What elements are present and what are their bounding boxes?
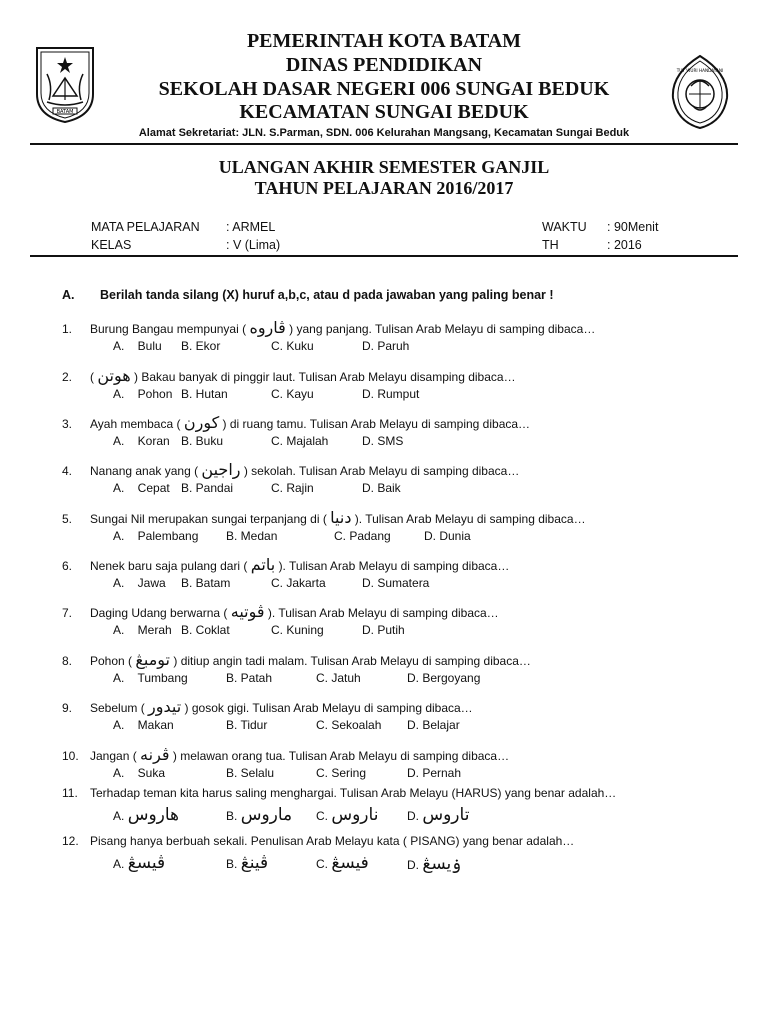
class-label: KELAS (91, 238, 132, 252)
question-3 (62, 413, 530, 432)
question-4 (62, 460, 519, 479)
option-b[interactable]: B. Ekor (181, 339, 221, 353)
option-b[interactable]: B. Medan (226, 529, 278, 543)
question-number: 1. (62, 322, 73, 336)
option-letter: C. (316, 857, 328, 871)
option-c[interactable]: C. Kuning (271, 623, 324, 637)
option-c[interactable] (316, 853, 369, 873)
meta-divider (30, 255, 738, 257)
class-value: : V (Lima) (226, 238, 281, 252)
option-letter: A. (113, 857, 125, 871)
option-a[interactable] (113, 805, 179, 825)
option-c[interactable]: C. Padang (334, 529, 391, 543)
option-b[interactable] (226, 805, 292, 825)
exam-title: ULANGAN AKHIR SEMESTER GANJIL (218, 157, 550, 177)
question-number: 12. (62, 834, 79, 848)
question-number: 11. (62, 786, 78, 800)
batam-coat-of-arms-logo (33, 44, 97, 124)
option-b[interactable]: B. Pandai (181, 481, 234, 495)
option-c[interactable]: C. Majalah (271, 434, 329, 448)
option-d[interactable]: D. Rumput (362, 387, 420, 401)
question-text-after: ). Tulisan Arab Melayu di samping dibaca… (354, 512, 586, 526)
header-line-department: DINAS PENDIDIKAN (285, 54, 483, 76)
option-a[interactable]: A. Jawa (113, 576, 166, 590)
option-a[interactable]: A. Tumbang (113, 671, 188, 685)
option-c[interactable]: C. Sering (316, 766, 367, 780)
svg-text:TUT WURI HANDAYANI: TUT WURI HANDAYANI (676, 68, 724, 73)
option-arabic-text: ڤيسڠ (127, 853, 166, 873)
section-instruction (62, 288, 554, 302)
question-text-after: ) melawan orang tua. Tulisan Arab Melayu di samping dibaca… (172, 749, 510, 763)
year-value: : 2016 (607, 238, 642, 252)
option-a[interactable]: A. Palembang (113, 529, 199, 543)
header-line-district: KECAMATAN SUNGAI BEDUK (239, 101, 529, 123)
svg-text:BATAM: BATAM (56, 109, 74, 115)
question-text-after: ). Tulisan Arab Melayu di samping dibaca… (278, 559, 510, 573)
year-label: TH (542, 238, 559, 252)
option-d[interactable]: D. Bergoyang (407, 671, 481, 685)
question-text: Pisang hanya berbuah sekali. Penulisan Arab Melayu kata ( PISANG) yang benar adalah… (90, 834, 575, 848)
question-text: Terhadap teman kita harus saling menghargai. Tulisan Arab Melayu (HARUS) yang benar adalah… (90, 786, 617, 800)
option-letter: D. (407, 809, 419, 823)
option-c[interactable]: C. Sekoalah (316, 718, 382, 732)
option-d[interactable]: D. Putih (362, 623, 405, 637)
question-arabic-word: ڤاروه (249, 318, 286, 337)
question-arabic-word: دنيا (330, 508, 352, 527)
question-text-before: Pohon ( (90, 654, 133, 668)
question-text-before: Nenek baru saja pulang dari ( (90, 559, 248, 573)
question-text-before: Jangan ( (90, 749, 137, 763)
option-arabic-text: ڤينڠ (240, 853, 269, 873)
question-text-after: ) Bakau banyak di pinggir laut. Tulisan Arab Melayu disamping dibaca… (134, 370, 516, 384)
question-number: 5. (62, 512, 73, 526)
option-a[interactable]: A. Pohon (113, 387, 173, 401)
option-c[interactable]: C. Rajin (271, 481, 314, 495)
time-value: : 90Menit (607, 220, 659, 234)
option-arabic-text: ۏيسڠ (422, 854, 462, 874)
question-2 (62, 366, 516, 385)
option-d[interactable]: D. Baik (362, 481, 401, 495)
option-b[interactable]: B. Coklat (181, 623, 230, 637)
option-d[interactable]: D. Paruh (362, 339, 410, 353)
question-arabic-word: ڤرنه (140, 745, 170, 764)
option-b[interactable]: B. Tidur (226, 718, 268, 732)
question-text-before: Nanang anak yang ( (90, 464, 199, 478)
question-text-before: ( (90, 370, 94, 384)
question-arabic-word: ڤوتيه (230, 602, 265, 621)
question-9 (62, 697, 473, 716)
question-arabic-word: كورن (183, 413, 220, 432)
question-6 (62, 555, 509, 574)
option-a[interactable]: A. Merah (113, 623, 172, 637)
question-arabic-word: تيدور (148, 697, 182, 716)
option-b[interactable]: B. Hutan (181, 387, 228, 401)
question-text-after: ) yang panjang. Tulisan Arab Melayu di samping dibaca… (289, 322, 596, 336)
header-address: Alamat Sekretariat: JLN. S.Parman, SDN. 006 Kelurahan Mangsang, Kecamatan Sungai Beduk (138, 127, 630, 139)
option-arabic-text: هاروس (127, 805, 180, 825)
option-b[interactable]: B. Selalu (226, 766, 275, 780)
subject-label: MATA PELAJARAN (91, 220, 200, 234)
question-text-after: ) sekolah. Tulisan Arab Melayu di samping dibaca… (243, 464, 520, 478)
option-b[interactable]: B. Buku (181, 434, 224, 448)
option-d[interactable]: D. SMS (362, 434, 404, 448)
question-arabic-word: هوتن (97, 366, 131, 385)
option-letter: C. (316, 809, 328, 823)
option-c[interactable]: C. Jatuh (316, 671, 361, 685)
option-letter: D. (407, 858, 419, 872)
section-instruction-text: Berilah tanda silang (X) huruf a,b,c, atau d pada jawaban yang paling benar ! (100, 288, 554, 302)
option-c[interactable]: C. Kayu (271, 387, 314, 401)
question-number: 6. (62, 559, 73, 573)
question-arabic-word: راجين (201, 460, 241, 479)
subject-value: : ARMEL (226, 220, 276, 234)
question-5 (62, 508, 586, 527)
question-arabic-word: تومبڠ (135, 650, 171, 669)
option-c[interactable]: C. Jakarta (271, 576, 326, 590)
question-text-before: Sebelum ( (90, 701, 145, 715)
question-text-after: ) di ruang tamu. Tulisan Arab Melayu di samping dibaca… (222, 417, 531, 431)
option-d[interactable] (407, 805, 469, 825)
header-line-government: PEMERINTAH KOTA BATAM (246, 30, 522, 52)
question-text-before: Burung Bangau mempunyai ( (90, 322, 247, 336)
question-arabic-word: باتم (250, 555, 276, 574)
option-arabic-text: تاروس (422, 805, 470, 825)
question-text-before: Ayah membaca ( (90, 417, 181, 431)
option-c[interactable] (316, 805, 378, 825)
tut-wuri-handayani-logo (667, 54, 733, 130)
question-text-after: ) ditiup angin tadi malam. Tulisan Arab Melayu di samping dibaca… (173, 654, 531, 668)
question-text-before: Daging Udang berwarna ( (90, 606, 228, 620)
question-number: 7. (62, 606, 73, 620)
question-text-after: ) gosok gigi. Tulisan Arab Melayu di samping dibaca… (184, 701, 473, 715)
option-b[interactable] (226, 853, 268, 873)
option-arabic-text: فيسڠ (331, 853, 369, 873)
option-a[interactable] (113, 853, 165, 873)
option-a[interactable]: A. Suka (113, 766, 166, 780)
option-d[interactable] (407, 853, 461, 874)
question-10 (62, 745, 509, 764)
option-a[interactable]: A. Bulu (113, 339, 162, 353)
option-a[interactable]: A. Cepat (113, 481, 170, 495)
question-text-after: ). Tulisan Arab Melayu di samping dibaca… (267, 606, 499, 620)
question-7 (62, 602, 499, 621)
question-number: 9. (62, 701, 73, 715)
question-text-before: Sungai Nil merupakan sungai terpanjang di ( (90, 512, 327, 526)
option-arabic-text: ماروس (240, 805, 293, 825)
option-letter: B. (226, 809, 238, 823)
question-number: 2. (62, 370, 73, 384)
question-11 (62, 786, 616, 800)
question-number: 3. (62, 417, 73, 431)
option-b[interactable]: B. Patah (226, 671, 273, 685)
header-line-school: SEKOLAH DASAR NEGERI 006 SUNGAI BEDUK (158, 78, 610, 100)
time-label: WAKTU (542, 220, 587, 234)
header-divider-thick (30, 143, 738, 145)
option-arabic-text: ناروس (331, 805, 379, 825)
question-number: 10. (62, 749, 79, 763)
option-d[interactable]: D. Pernah (407, 766, 462, 780)
option-d[interactable]: D. Dunia (424, 529, 471, 543)
question-12 (62, 834, 574, 848)
exam-year: TAHUN PELAJARAN 2016/2017 (254, 178, 514, 198)
option-letter: A. (113, 809, 125, 823)
option-c[interactable]: C. Kuku (271, 339, 314, 353)
option-a[interactable]: A. Makan (113, 718, 174, 732)
option-b[interactable]: B. Batam (181, 576, 231, 590)
option-a[interactable]: A. Koran (113, 434, 170, 448)
section-letter: A. (62, 288, 75, 302)
option-letter: B. (226, 857, 238, 871)
question-number: 8. (62, 654, 73, 668)
option-d[interactable]: D. Belajar (407, 718, 460, 732)
question-number: 4. (62, 464, 73, 478)
question-8 (62, 650, 531, 669)
option-d[interactable]: D. Sumatera (362, 576, 430, 590)
question-1 (62, 318, 595, 337)
